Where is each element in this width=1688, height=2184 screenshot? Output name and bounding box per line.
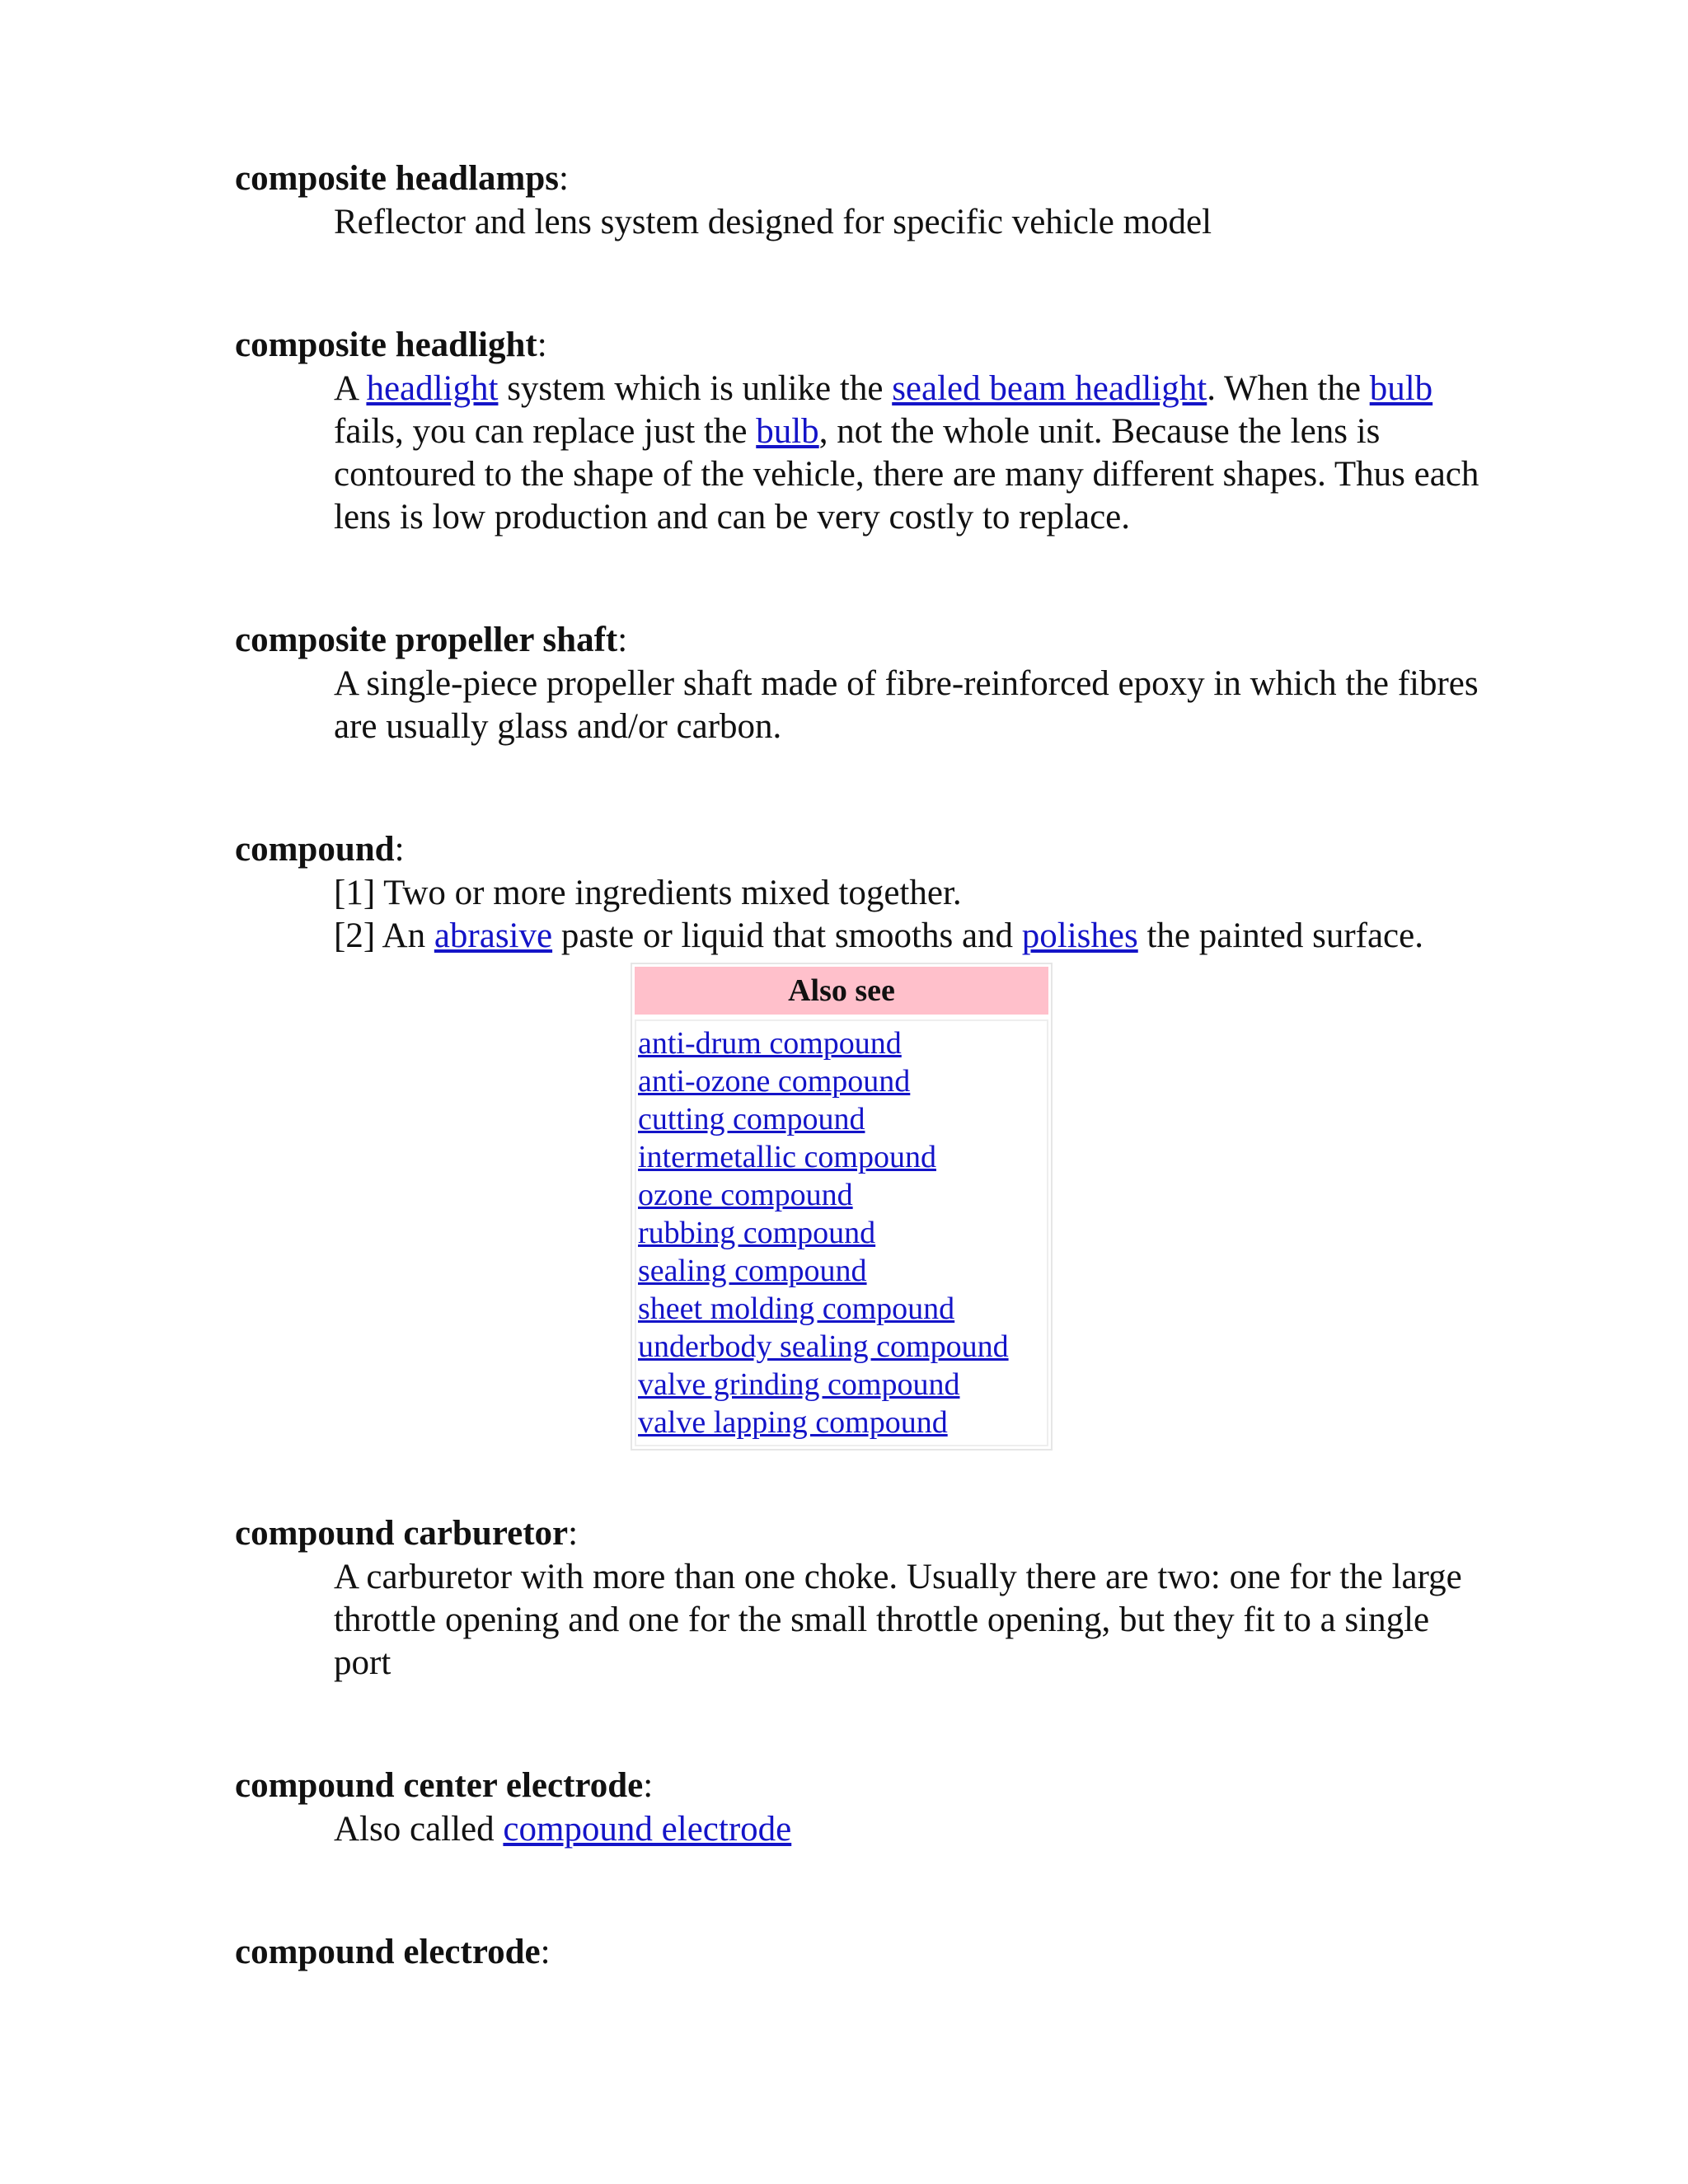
also-see-box: [631, 963, 1053, 1451]
entry-term: compound carburetor:: [235, 1514, 579, 1553]
also-see-link[interactable]: valve grinding compound: [638, 1367, 960, 1402]
link-compound-electrode[interactable]: compound electrode: [503, 1810, 792, 1849]
entry-composite-propeller-shaft: [235, 618, 1488, 748]
entry-definition-1: [1] Two or more ingredients mixed together.: [334, 874, 962, 912]
term-label: composite headlight: [235, 326, 537, 364]
term-label: composite propeller shaft: [235, 621, 618, 659]
also-see-link[interactable]: sealing compound: [638, 1254, 867, 1288]
also-see-link[interactable]: anti-drum compound: [638, 1026, 902, 1061]
link-abrasive[interactable]: abrasive: [434, 916, 553, 955]
term-label: compound carburetor: [235, 1514, 569, 1553]
entry-definition: A single-piece propeller shaft made of fibre-reinforced epoxy in which the fibres are usually glass and/or carbon.: [334, 664, 1479, 746]
also-see-link[interactable]: ozone compound: [638, 1178, 853, 1212]
entry-term: composite headlamps:: [235, 159, 569, 198]
link-bulb-2[interactable]: bulb: [756, 412, 819, 451]
also-see-link[interactable]: underbody sealing compound: [638, 1329, 1009, 1364]
also-see-link[interactable]: valve lapping compound: [638, 1405, 948, 1440]
entry-term: compound:: [235, 830, 405, 869]
also-see-link[interactable]: rubbing compound: [638, 1216, 876, 1250]
entry-definition: Also called compound electrode: [334, 1810, 792, 1849]
also-see-header: Also see: [635, 967, 1048, 1015]
link-polishes[interactable]: polishes: [1021, 916, 1138, 955]
entry-term: compound electrode:: [235, 1933, 551, 1971]
also-see-link[interactable]: cutting compound: [638, 1102, 865, 1137]
link-bulb[interactable]: bulb: [1369, 369, 1433, 408]
term-label: compound electrode: [235, 1933, 541, 1971]
glossary-page: [235, 157, 1488, 1975]
entry-definition: A carburetor with more than one choke. Usually there are two: one for the large throttle opening and one for the small throttle opening, but they fit to a single port: [334, 1558, 1462, 1682]
link-headlight[interactable]: headlight: [366, 369, 499, 408]
entry-compound: [235, 827, 1488, 1451]
also-see-link[interactable]: anti-ozone compound: [638, 1064, 911, 1099]
term-label: compound center electrode: [235, 1766, 644, 1805]
entry-definition: A headlight system which is unlike the sealed beam headlight. When the bulb fails, you can replace just the bulb, not the whole unit. Because the lens is contoured to the shape of the vehicle, there are many different shapes. Thus each lens is low production and can be very costly to replace.: [334, 369, 1479, 537]
link-sealed-beam-headlight[interactable]: sealed beam headlight: [892, 369, 1207, 408]
term-label: composite headlamps: [235, 159, 559, 198]
entry-compound-center-electrode: [235, 1764, 1488, 1851]
entry-composite-headlamps: [235, 157, 1488, 244]
also-see-list: [635, 1019, 1048, 1446]
entry-definition: Reflector and lens system designed for specific vehicle model: [334, 203, 1212, 241]
entry-compound-carburetor: [235, 1511, 1488, 1685]
entry-definition-2: [2] An abrasive paste or liquid that smooths and polishes the painted surface.: [334, 916, 1423, 955]
also-see-link[interactable]: sheet molding compound: [638, 1291, 955, 1326]
also-see-link[interactable]: intermetallic compound: [638, 1140, 936, 1174]
entry-term: composite propeller shaft:: [235, 621, 628, 659]
entry-term: composite headlight:: [235, 326, 547, 364]
entry-compound-electrode: [235, 1930, 1488, 1975]
term-label: compound: [235, 830, 395, 869]
entry-composite-headlight: [235, 323, 1488, 539]
entry-term: compound center electrode:: [235, 1766, 654, 1805]
